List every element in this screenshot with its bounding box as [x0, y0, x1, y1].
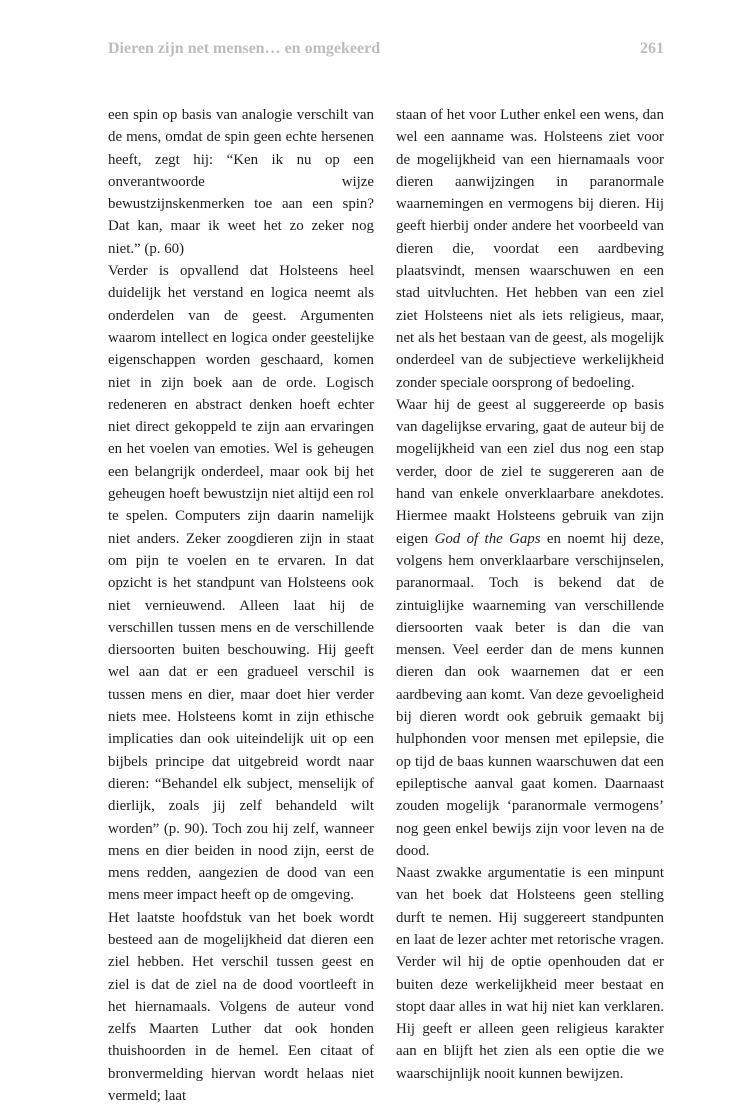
- paragraph-text: en noemt hij deze, volgens hem onverklaarbare verschijnselen, paranormaal. Toch is bekend dat de zintuiglijke waarneming van verschillende diersoorten vaak beter is dan die van mensen. Veel eerder dan de mens kunnen dieren dan ook waarnemen dat er een aardbeving aan komt. Van deze gevoeligheid bij dieren wordt ook gebruik gemaakt bij hulphonden voor mensen met epilepsie, die op tijd de baas kunnen waarschuwen dat een epileptische aanval gaat komen. Daarnaast zouden mogelijk ‘paranormale vermogens’ nog geen enkel bewijs zijn voor leven na de dood.: [396, 530, 664, 859]
- paragraph: Verder is opvallend dat Holsteens heel duidelijk het verstand en logica neemt als onderdelen van de geest. Argumenten waarom intellect en logica onder geestelijke eigenschappen worden geschaard, komen niet in zijn boek aan de orde. Logisch redeneren en abstract denken hoeft echter niet direct gekoppeld te zijn aan ervaringen en het voelen van emoties. Wel is geheugen een belangrijk onderdeel, maar ook bij het geheugen hoeft bewustzijn niet altijd een rol te spelen. Computers zijn daarin namelijk niet anders. Zeker zoogdieren zijn in staat om pijn te voelen en te ervaren. In dat opzicht is het standpunt van Holsteens ook niet vernieuwend. Alleen laat hij de verschillen tussen mens en de verschillende diersoorten buiten beschouwing. Hij geeft wel aan dat er een gradueel verschil is tussen mens en dier, maar doet hier verder niets mee. Holsteens komt in zijn ethische implicaties dan ook uiteindelijk uit op een bijbels principe dat uitgebreid wordt naar dieren: “Behandel elk subject, menselijk of dierlijk, zoals jij zelf behandeld wilt worden” (p. 90). Toch zou hij zelf, wanneer mens en dier beiden in nood zijn, eerst de mens redden, aangezien de dood van een mens meer impact heeft op de omgeving.: [108, 263, 374, 904]
- italic-title: God of the Gaps: [434, 530, 541, 547]
- paragraph: een spin op basis van analogie verschilt van de mens, omdat de spin geen echte hersenen heeft, zegt hij: “Ken ik nu op een onverantwoorde wijze bewustzijnskenmerken toe aan een spin? Dat kan, maar ik weet het zo zeker nog niet.” (p. 60): [108, 107, 374, 257]
- running-header: [108, 40, 664, 64]
- left-column: [108, 104, 374, 1107]
- page-number: 261: [640, 40, 664, 57]
- paragraph: [396, 394, 664, 862]
- running-title: Dieren zijn net mensen… en omgekeerd: [108, 40, 381, 57]
- paragraph: staan of het voor Luther enkel een wens, dan wel een aanname was. Holsteens ziet voor de mogelijkheid van een hiernamaals voor dieren aanwijzingen in paranormale waarnemingen en vermogens bij dieren. Hij geeft hierbij onder andere het voorbeeld van dieren die, voordat een aardbeving plaatsvindt, mensen waarschuwen en een stad uitvluchten. Het hebben van een ziel ziet Holsteens niet als iets religieus, maar, net als het bestaan van de geest, als mogelijk onderdeel van de subjectieve werkelijkheid zonder speciale oorsprong of bedoeling.: [396, 107, 664, 391]
- paragraph-text: Waar hij de geest al suggereerde op basis van dagelijkse ervaring, gaat de auteur bij de mogelijkheid van een ziel dus nog een stap verder, door de ziel te suggereren aan de hand van enkele onverklaarbare anekdotes. Hiermee maakt Holsteens gebruik van zijn eigen: [396, 396, 664, 547]
- right-column: [396, 104, 664, 1085]
- paragraph: Naast zwakke argumentatie is een minpunt van het boek dat Holsteens geen stelling durft te nemen. Hij suggereert standpunten en laat de lezer achter met retorische vragen. Verder wil hij de optie openhouden dat er buiten deze werkelijkheid meer bestaat en stopt daar alles in wat hij niet kan verklaren. Hij geeft er alleen geen religieus karakter aan en blijft het zien als een optie die we waarschijnlijk nooit kunnen bewijzen.: [396, 865, 664, 1082]
- paragraph: Het laatste hoofdstuk van het boek wordt besteed aan de mogelijkheid dat dieren een ziel hebben. Het verschil tussen geest en ziel is dat de ziel na de dood voortleeft in het hiernamaals. Volgens de auteur vond zelfs Maarten Luther dat ook honden thuishoorden in de hemel. Een citaat of bronvermelding hiervan wordt helaas niet vermeld; laat: [108, 909, 374, 1105]
